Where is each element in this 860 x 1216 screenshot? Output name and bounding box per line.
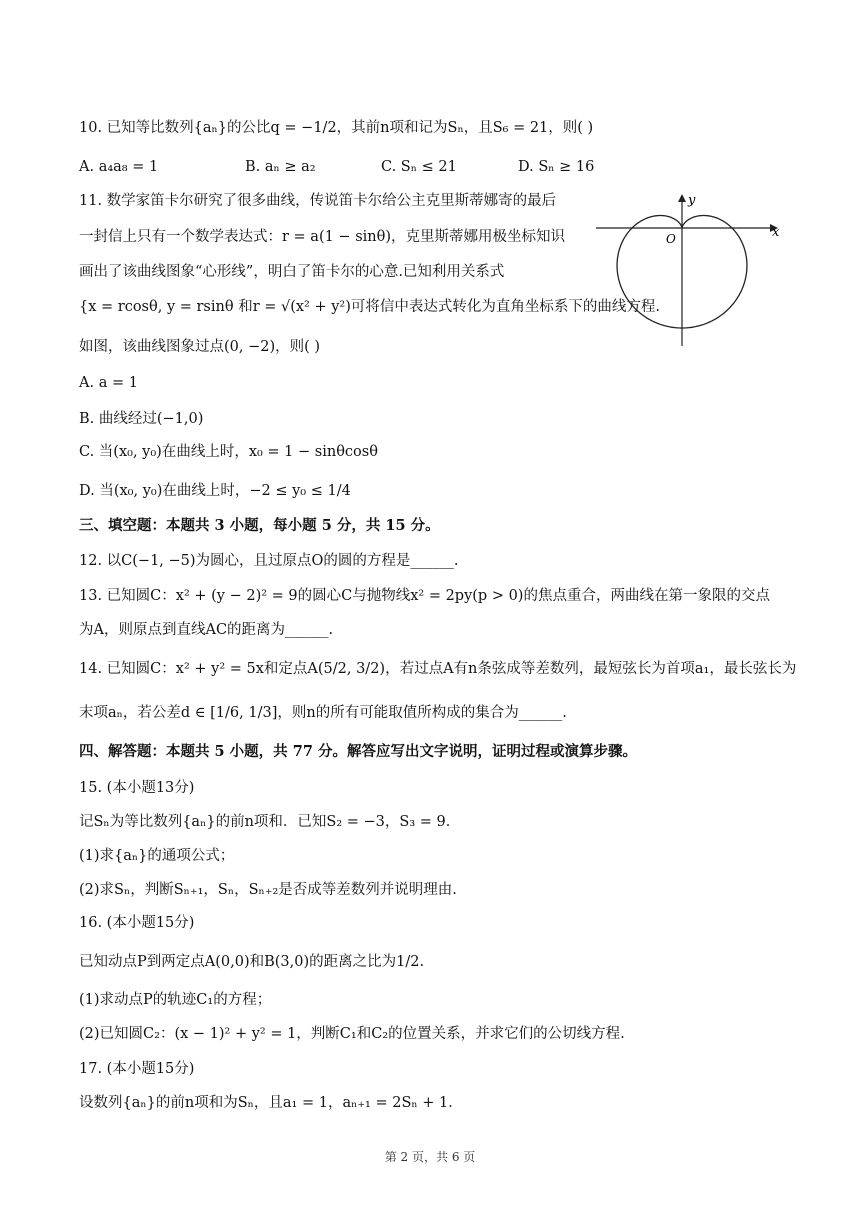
q17-line-1: 设数列{aₙ}的前n项和为Sₙ，且a₁ = 1，aₙ₊₁ = 2Sₙ + 1． — [79, 1095, 463, 1111]
cardioid-figure — [596, 188, 786, 348]
q10-stem: 10. 已知等比数列{aₙ}的公比q = −1/2，其前n项和记为Sₙ，且S₆ = 21，则( ) — [79, 120, 594, 136]
section-4-heading: 四、解答题：本题共 5 小题，共 77 分。解答应写出文字说明，证明过程或演算步骤。 — [79, 743, 637, 760]
y-axis-arrow — [678, 194, 686, 202]
q16-part-2: (2)已知圆C₂：(x − 1)² + y² = 1，判断C₁和C₂的位置关系，并求它们的公切线方程. — [79, 1026, 625, 1042]
q12-stem: 12. 以C(−1, −5)为圆心，且过原点O的圆的方程是______. — [79, 553, 459, 569]
q10-option-a: A. a₄a₈ = 1 — [79, 159, 159, 175]
q11-option-b: B. 曲线经过(−1,0) — [79, 411, 204, 427]
q10-option-d: D. Sₙ ≥ 16 — [518, 159, 595, 175]
q11-line-3: 画出了该曲线图象“心形线”，明白了笛卡尔的心意.已知利用关系式 — [79, 264, 505, 280]
q16-line-1: 已知动点P到两定点A(0,0)和B(3,0)的距离之比为1/2. — [79, 954, 425, 970]
q16-header: 16. (本小题15分) — [79, 915, 195, 931]
x-axis-label: x — [772, 225, 780, 240]
q15-part-1: (1)求{aₙ}的通项公式； — [79, 848, 235, 864]
q16-part-1: (1)求动点P的轨迹C₁的方程； — [79, 992, 272, 1008]
q14-line-1: 14. 已知圆C：x² + y² = 5x和定点A(5/2, 3/2)，若过点A有n条弦成等差数列，最短弦长为首项a₁，最长弦长为 — [79, 661, 797, 677]
q11-line-1: 11. 数学家笛卡尔研究了很多曲线，传说笛卡尔给公主克里斯蒂娜寄的最后 — [79, 193, 557, 209]
page-footer: 第 2 页，共 6 页 — [384, 1150, 476, 1164]
q11-option-c: C. 当(x₀, y₀)在曲线上时，x₀ = 1 − sinθcosθ — [79, 444, 378, 460]
q10-option-b: B. aₙ ≥ a₂ — [245, 159, 316, 175]
q11-line-5: 如图，该曲线图象过点(0, −2)，则( ) — [79, 339, 321, 355]
q11-option-a: A. a = 1 — [79, 375, 138, 391]
q17-header: 17. (本小题15分) — [79, 1061, 195, 1077]
cardioid-graph — [596, 188, 786, 348]
q15-header: 15. (本小题13分) — [79, 780, 195, 796]
q14-line-2: 末项aₙ，若公差d ∈ [1/6, 1/3]，则n的所有可能取值所构成的集合为______. — [79, 705, 567, 721]
origin-label: O — [666, 232, 676, 246]
y-axis-label: y — [688, 193, 696, 208]
q11-line-4: {x = rcosθ, y = rsinθ 和r = √(x² + y²)可将信中表达式转化为直角坐标系下的曲线方程. — [79, 299, 661, 315]
q11-line-2: 一封信上只有一个数学表达式：r = a(1 − sinθ)，克里斯蒂娜用极坐标知识 — [79, 229, 565, 245]
q13-line-2: 为A，则原点到直线AC的距离为______. — [79, 622, 334, 638]
q15-line-1: 记Sₙ为等比数列{aₙ}的前n项和．已知S₂ = −3，S₃ = 9． — [79, 814, 461, 830]
q11-option-d: D. 当(x₀, y₀)在曲线上时，−2 ≤ y₀ ≤ 1/4 — [79, 483, 351, 499]
q15-part-2: (2)求Sₙ，判断Sₙ₊₁，Sₙ，Sₙ₊₂是否成等差数列并说明理由. — [79, 882, 457, 898]
section-3-heading: 三、填空题：本题共 3 小题，每小题 5 分，共 15 分。 — [79, 517, 440, 534]
q10-option-c: C. Sₙ ≤ 21 — [381, 159, 457, 175]
q13-line-1: 13. 已知圆C：x² + (y − 2)² = 9的圆心C与抛物线x² = 2py(p > 0)的焦点重合，两曲线在第一象限的交点 — [79, 588, 770, 604]
